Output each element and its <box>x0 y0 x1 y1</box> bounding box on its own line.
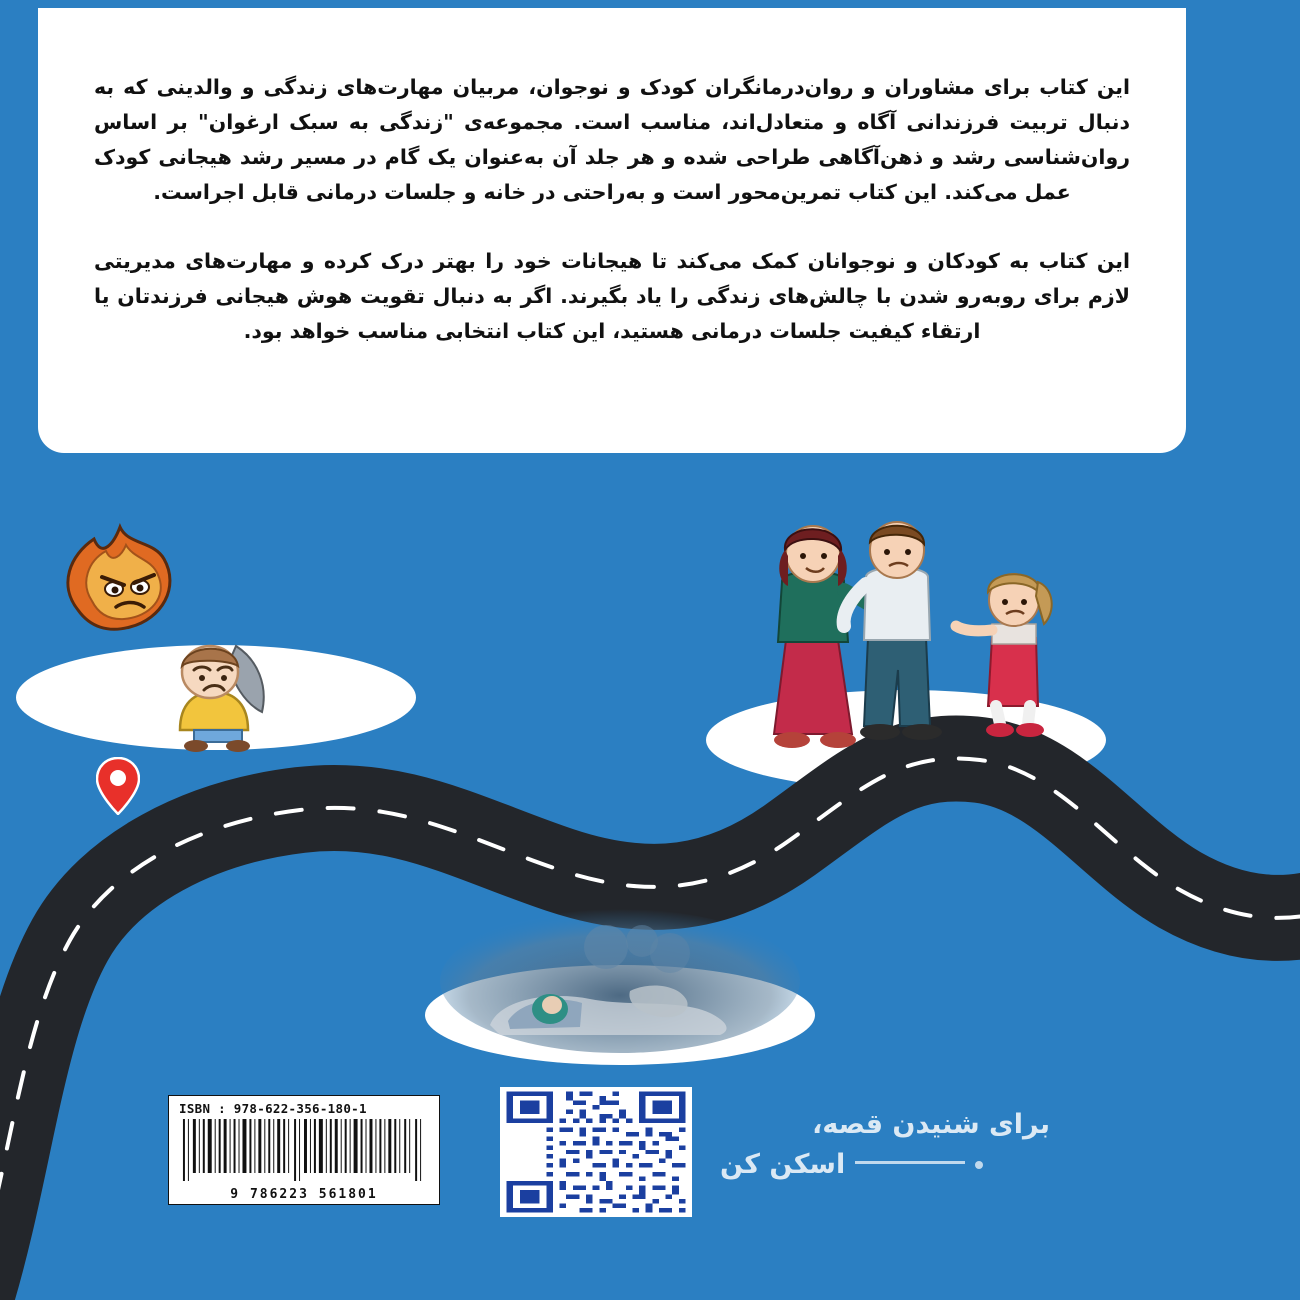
sad-child-figure <box>150 630 280 755</box>
map-pin-icon <box>96 757 140 815</box>
scan-prompt-line-2-row <box>720 1145 1050 1185</box>
isbn-barcode-box <box>168 1095 440 1205</box>
barcode-graphic <box>177 1119 431 1181</box>
description-paragraph-1 <box>94 70 1130 210</box>
description-card <box>38 8 1186 453</box>
isbn-label: ISBN : 978-622-356-180-1 <box>179 1101 367 1116</box>
angry-fire-icon <box>58 515 188 635</box>
qr-code[interactable] <box>500 1087 692 1217</box>
qr-code-graphic[interactable] <box>500 1087 692 1217</box>
isbn-digits: 9 786223 561801 <box>230 1187 378 1202</box>
series-title: "زندگی به سبک ارغوان" <box>198 110 454 134</box>
paragraph-1-part-2: بر اساس روان‌شناسی رشد و ذهن‌آگاهی طراحی شده و هر جلد آن به‌عنوان یک گام در مسیر رشد هیجانی کودک عمل می‌کند. این کتاب تمرین‌محور است و به‌راحتی در خانه و جلسات درمانی قابل اجراست. <box>94 110 1130 204</box>
scan-prompt-line-1: برای شنیدن قصه، <box>812 1109 1050 1140</box>
sleeping-child-scene <box>430 895 810 1055</box>
scan-arrow-line <box>855 1161 965 1164</box>
family-figures <box>730 520 1090 750</box>
paragraph-1-part-1: این کتاب برای مشاوران و روان‌درمانگران کودک و نوجوان، مربیان مهارت‌های زندگی و والدینی که به دنبال تربیت فرزندانی آگاه و متعادل‌اند، مناسب است. مجموعه‌ی <box>94 75 1130 134</box>
scan-prompt <box>720 1105 1050 1185</box>
scan-prompt-line-2: اسکن کن <box>720 1149 846 1180</box>
description-paragraph-2: این کتاب به کودکان و نوجوانان کمک می‌کند تا هیجانات خود را بهتر درک کرده و مهارت‌های مدیریتی لازم برای روبه‌رو شدن با چالش‌های زندگی را یاد بگیرند. اگر به دنبال تقویت هوش هیجانی فرزندتان یا ارتقاء کیفیت جلسات درمانی هستید، این کتاب انتخابی مناسب خواهد بود. <box>94 249 1130 343</box>
scan-arrow-dot <box>975 1161 983 1169</box>
